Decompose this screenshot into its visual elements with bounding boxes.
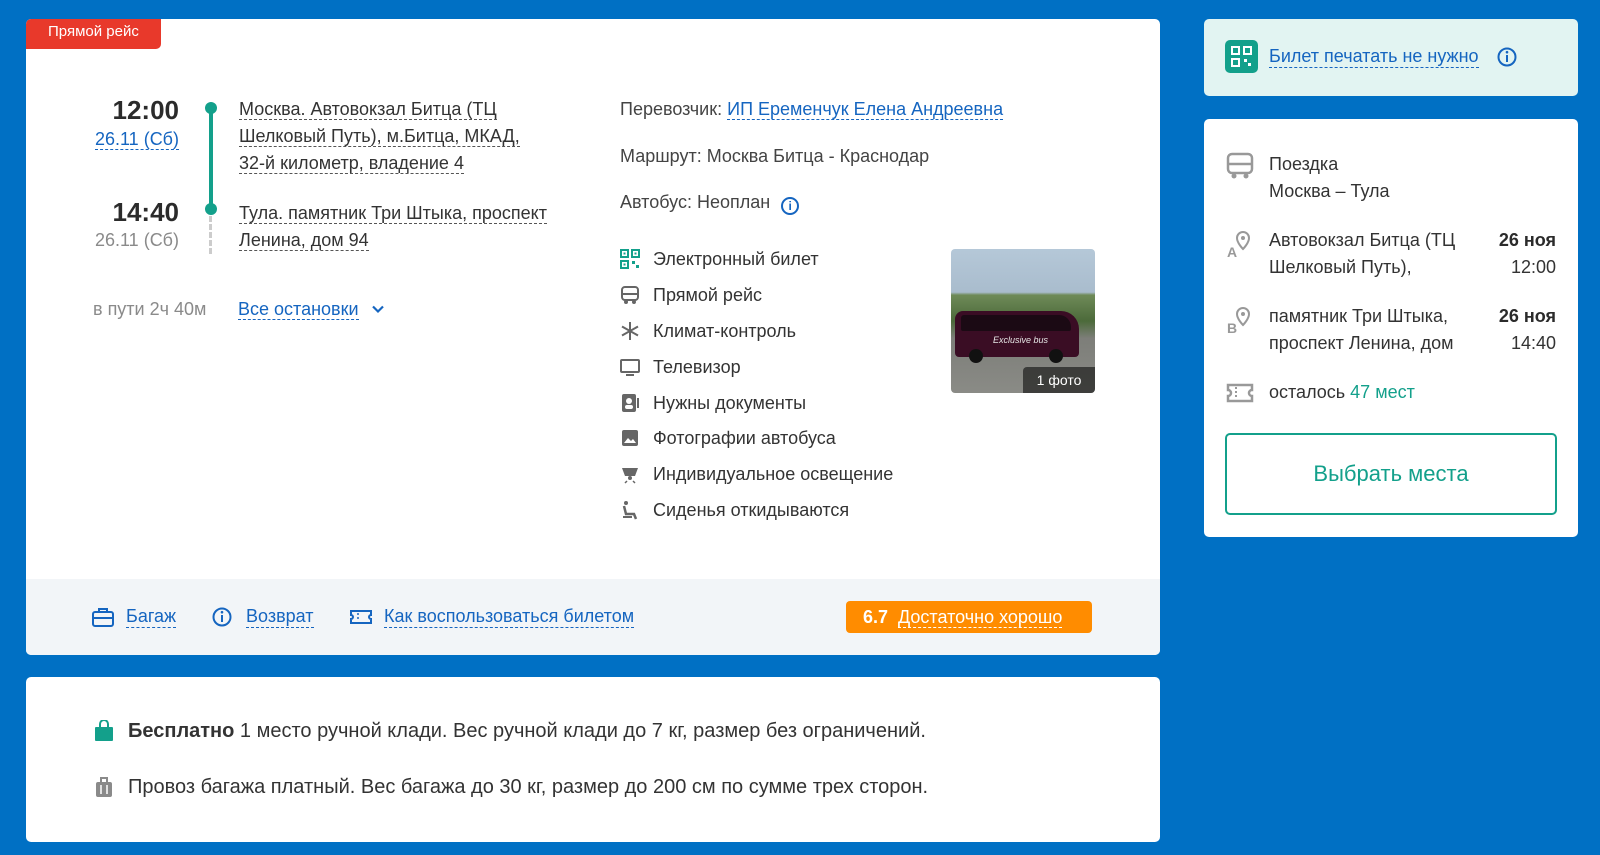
tv-icon	[620, 357, 640, 377]
pin-b-icon	[1225, 305, 1255, 335]
trip-footer	[26, 579, 1160, 655]
reclining-seat-icon	[620, 500, 640, 520]
carrier-label: Перевозчик:	[620, 99, 723, 119]
rating-score: 6.7	[863, 607, 889, 627]
trip-summary-card	[1204, 119, 1578, 537]
carrier-name-link[interactable]: ИП Еременчук Елена Андреевна	[727, 99, 1004, 119]
snowflake-icon	[620, 321, 640, 341]
no-print-notice	[1204, 19, 1578, 96]
bus-livery-text: Exclusive bus	[993, 335, 1049, 345]
bus-model: Автобус: Неоплан	[620, 192, 771, 212]
all-stops-toggle[interactable]	[238, 299, 386, 320]
how-to-use-label: Как воспользоваться билетом	[384, 606, 635, 626]
baggage-card	[26, 677, 1160, 842]
qr-code-icon	[620, 249, 640, 269]
to-stop-line1: памятник Три Штыка,	[1269, 306, 1449, 326]
free-details: 1 место ручной клади. Вес ручной клади до 7 кг, размер без ограничений.	[234, 720, 926, 742]
refund-label: Возврат	[246, 606, 314, 626]
info-icon	[212, 607, 234, 627]
pin-a-icon	[1225, 229, 1255, 259]
route-line	[209, 108, 213, 208]
rating-badge[interactable]	[846, 601, 1092, 633]
reading-light-icon	[620, 464, 640, 484]
ticket-icon	[350, 607, 372, 627]
seats-left	[1269, 379, 1415, 406]
ticket-icon	[1225, 378, 1255, 408]
route-continuation-line	[209, 216, 212, 254]
to-time: 14:40	[1510, 333, 1556, 353]
arrival-address[interactable]: Тула. памятник Три Штыка, проспект Ленина, дом 94	[239, 203, 547, 250]
seats-count: 47 мест	[1350, 382, 1415, 402]
luggage-icon	[94, 776, 114, 798]
info-icon[interactable]	[1497, 47, 1517, 72]
baggage-label: Багаж	[126, 606, 177, 626]
chevron-down-icon	[370, 301, 386, 317]
photo-count: 1 фото	[1023, 367, 1095, 393]
qr-code-icon	[1225, 40, 1258, 73]
from-time: 12:00	[1510, 257, 1556, 277]
free-label: Бесплатно	[128, 720, 235, 742]
bus-wheel	[969, 349, 983, 363]
svg-text:A: A	[1227, 244, 1238, 259]
amenity-label: Телевизор	[653, 357, 741, 377]
arrival-date: 26.11 (Сб)	[94, 230, 179, 250]
image-icon	[620, 428, 640, 448]
trip-card	[26, 19, 1160, 655]
trip-label: Поездка	[1269, 154, 1339, 174]
departure-date-link[interactable]: 26.11 (Сб)	[94, 129, 179, 149]
bus-info-row	[620, 192, 799, 215]
amenity-label: Климат-контроль	[653, 321, 797, 341]
seats-prefix: осталось	[1269, 382, 1351, 402]
info-icon[interactable]: i	[781, 197, 799, 215]
to-stop-line2: проспект Ленина, дом	[1269, 333, 1454, 353]
bus-photo[interactable]	[951, 249, 1095, 393]
carrier-row	[620, 99, 1003, 120]
from-stop-line1: Автовокзал Битца (ТЦ	[1269, 230, 1456, 250]
document-icon	[620, 393, 640, 413]
amenity-label: Прямой рейс	[653, 285, 763, 305]
arrival-dot	[205, 203, 217, 215]
all-stops-label: Все остановки	[238, 299, 359, 319]
amenity-label: Фотографии автобуса	[653, 428, 836, 448]
amenity-label: Индивидуальное освещение	[653, 464, 894, 484]
from-date: 26 ноя	[1498, 230, 1556, 250]
direct-route-badge: Прямой рейс	[26, 19, 161, 49]
amenity-label: Электронный билет	[653, 249, 819, 269]
from-stop-line2: Шелковый Путь),	[1269, 257, 1412, 277]
rating-label: Достаточно хорошо	[898, 607, 1063, 627]
bus-window	[961, 315, 1071, 331]
no-print-link[interactable]: Билет печатать не нужно	[1269, 46, 1479, 66]
amenity-label: Сиденья откидываются	[653, 500, 850, 520]
suitcase-icon	[92, 607, 114, 627]
trip-route: Москва – Тула	[1269, 181, 1390, 201]
trip-duration: в пути 2ч 40м	[93, 299, 207, 319]
to-date: 26 ноя	[1498, 306, 1556, 326]
arrival-time: 14:40	[112, 197, 179, 227]
departure-address[interactable]: Москва. Автовокзал Битца (ТЦ Шелковый Путь), м.Битца, МКАД, 32-й километр, владение 4	[239, 99, 520, 173]
paid-baggage-text: Провоз багажа платный. Вес багажа до 30 кг, размер до 200 см по сумме трех сторон.	[128, 776, 929, 798]
svg-text:B: B	[1227, 320, 1238, 335]
amenity-label: Нужны документы	[653, 393, 807, 413]
route-info: Маршрут: Москва Битца - Краснодар	[620, 146, 930, 166]
bus-icon	[620, 285, 640, 305]
bus-icon	[1225, 151, 1255, 181]
free-baggage-text	[128, 718, 926, 744]
bus-wheel	[1049, 349, 1063, 363]
shopping-bag-icon	[94, 720, 114, 742]
select-seats-button[interactable]: Выбрать места	[1225, 433, 1557, 515]
departure-time: 12:00	[112, 95, 179, 125]
